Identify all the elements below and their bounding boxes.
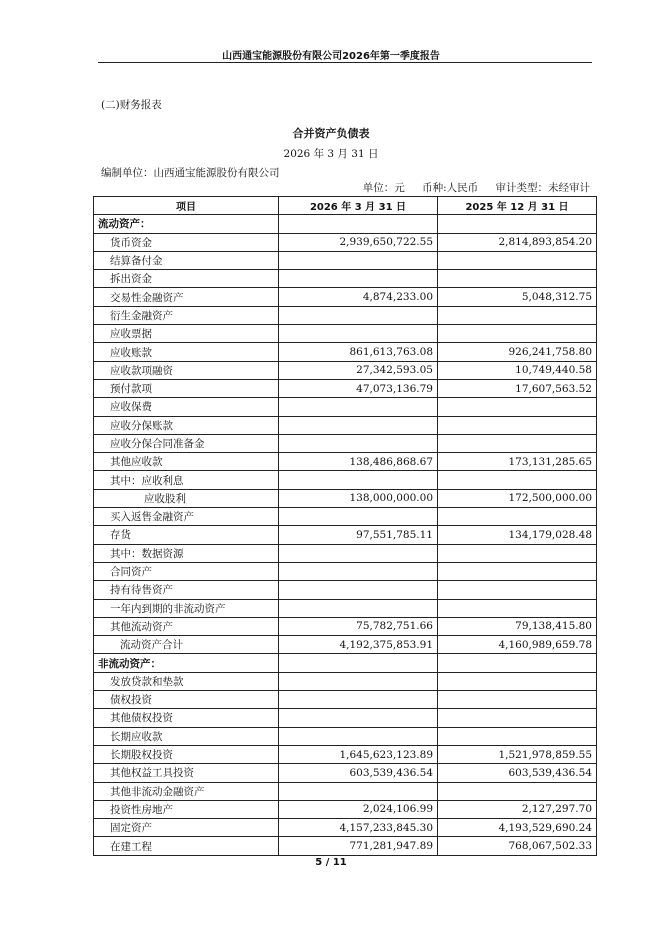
row-label: 应收分保合同准备金 <box>94 434 279 452</box>
table-row <box>94 819 597 837</box>
value-current <box>279 782 438 800</box>
table-row <box>94 837 597 855</box>
value-prior: 2,814,893,854.20 <box>438 233 597 251</box>
row-label: 应收款项融资 <box>94 361 279 379</box>
table-row <box>94 526 597 544</box>
table-header-row <box>94 197 597 215</box>
table-row <box>94 288 597 306</box>
report-date: 2026 年 3 月 31 日 <box>283 148 379 160</box>
table-body <box>94 215 597 855</box>
audit-label: 审计类型：未经审计 <box>495 182 590 194</box>
table-row <box>94 343 597 361</box>
row-label: 合同资产 <box>94 562 279 580</box>
value-prior <box>438 306 597 324</box>
column-header-item: 项目 <box>94 197 279 215</box>
value-current <box>279 691 438 709</box>
row-label: 长期股权投资 <box>94 745 279 763</box>
value-prior: 173,131,285.65 <box>438 453 597 471</box>
row-label: 其他应收款 <box>94 453 279 471</box>
value-current <box>279 416 438 434</box>
value-prior <box>438 544 597 562</box>
value-prior <box>438 434 597 452</box>
row-label: 其他权益工具投资 <box>94 764 279 782</box>
table-row <box>94 434 597 452</box>
row-label: 发放贷款和垫款 <box>94 672 279 690</box>
value-prior <box>438 270 597 288</box>
report-title: 合并资产负债表 <box>292 127 370 140</box>
table-row <box>94 453 597 471</box>
row-label: 长期应收款 <box>94 727 279 745</box>
value-current: 4,874,233.00 <box>279 288 438 306</box>
value-current <box>279 251 438 269</box>
table-row <box>94 709 597 727</box>
value-current: 97,551,785.11 <box>279 526 438 544</box>
value-prior <box>438 215 597 233</box>
value-current: 138,486,868.67 <box>279 453 438 471</box>
table-row <box>94 782 597 800</box>
value-current <box>279 215 438 233</box>
value-current <box>279 562 438 580</box>
balance-sheet-table <box>93 196 597 856</box>
table-row <box>94 416 597 434</box>
value-current <box>279 398 438 416</box>
row-label: 其他流动资产 <box>94 617 279 635</box>
value-current: 47,073,136.79 <box>279 379 438 397</box>
table-row <box>94 599 597 617</box>
value-prior: 172,500,000.00 <box>438 489 597 507</box>
value-prior: 10,749,440.58 <box>438 361 597 379</box>
value-prior: 1,521,978,859.55 <box>438 745 597 763</box>
value-current: 4,157,233,845.30 <box>279 819 438 837</box>
row-label: 其中：应收利息 <box>94 471 279 489</box>
row-label: 一年内到期的非流动资产 <box>94 599 279 617</box>
table-row <box>94 800 597 818</box>
value-prior: 2,127,297.70 <box>438 800 597 818</box>
value-prior <box>438 508 597 526</box>
row-label: 其中：数据资源 <box>94 544 279 562</box>
value-current <box>279 325 438 343</box>
table-row <box>94 379 597 397</box>
value-prior: 134,179,028.48 <box>438 526 597 544</box>
row-label: 结算备付金 <box>94 251 279 269</box>
value-prior: 768,067,502.33 <box>438 837 597 855</box>
value-current <box>279 727 438 745</box>
value-prior <box>438 251 597 269</box>
row-label: 拆出资金 <box>94 270 279 288</box>
table-row <box>94 233 597 251</box>
table-row <box>94 691 597 709</box>
value-current: 603,539,436.54 <box>279 764 438 782</box>
value-prior: 4,193,529,690.24 <box>438 819 597 837</box>
row-label: 存货 <box>94 526 279 544</box>
row-label: 债权投资 <box>94 691 279 709</box>
value-prior <box>438 471 597 489</box>
table-row <box>94 617 597 635</box>
value-prior <box>438 782 597 800</box>
value-prior: 17,607,563.52 <box>438 379 597 397</box>
row-label: 应收票据 <box>94 325 279 343</box>
value-prior: 5,048,312.75 <box>438 288 597 306</box>
table-row <box>94 764 597 782</box>
row-label: 非流动资产： <box>94 654 279 672</box>
value-current: 1,645,623,123.89 <box>279 745 438 763</box>
value-current <box>279 434 438 452</box>
value-current: 2,024,106.99 <box>279 800 438 818</box>
table-row <box>94 562 597 580</box>
value-prior <box>438 727 597 745</box>
table-row <box>94 654 597 672</box>
row-label: 交易性金融资产 <box>94 288 279 306</box>
value-current <box>279 709 438 727</box>
value-current <box>279 471 438 489</box>
value-prior: 926,241,758.80 <box>438 343 597 361</box>
value-prior <box>438 672 597 690</box>
page-header: 山西通宝能源股份有限公司2026年第一季度报告 <box>222 51 440 62</box>
value-prior <box>438 562 597 580</box>
table-row <box>94 745 597 763</box>
row-label: 持有待售资产 <box>94 581 279 599</box>
table-row <box>94 361 597 379</box>
value-prior <box>438 581 597 599</box>
table-row <box>94 672 597 690</box>
row-label: 应收分保账款 <box>94 416 279 434</box>
table-row <box>94 544 597 562</box>
row-label: 投资性房地产 <box>94 800 279 818</box>
report-meta <box>349 180 590 195</box>
column-header-prior: 2025 年 12 月 31 日 <box>438 197 597 215</box>
row-label: 其他非流动金融资产 <box>94 782 279 800</box>
row-label: 应收股利 <box>94 489 279 507</box>
row-label: 买入返售金融资产 <box>94 508 279 526</box>
compiler-label: 编制单位：山西通宝能源股份有限公司 <box>101 167 280 179</box>
value-current: 861,613,763.08 <box>279 343 438 361</box>
row-label: 流动资产合计 <box>94 636 279 654</box>
value-prior <box>438 599 597 617</box>
table-row <box>94 215 597 233</box>
value-current: 2,939,650,722.55 <box>279 233 438 251</box>
value-current <box>279 544 438 562</box>
value-current <box>279 599 438 617</box>
row-label: 预付款项 <box>94 379 279 397</box>
value-prior: 4,160,989,659.78 <box>438 636 597 654</box>
table-row <box>94 325 597 343</box>
value-current: 75,782,751.66 <box>279 617 438 635</box>
header-divider <box>98 62 592 63</box>
section-title: (二)财务报表 <box>101 99 162 111</box>
value-prior <box>438 416 597 434</box>
table-row <box>94 306 597 324</box>
row-label: 应收账款 <box>94 343 279 361</box>
table-row <box>94 251 597 269</box>
page-number: 5 / 11 <box>315 857 347 868</box>
value-current <box>279 654 438 672</box>
table-row <box>94 727 597 745</box>
value-prior <box>438 654 597 672</box>
value-prior: 603,539,436.54 <box>438 764 597 782</box>
currency-label: 币种:人民币 <box>422 182 479 194</box>
row-label: 货币资金 <box>94 233 279 251</box>
value-prior <box>438 398 597 416</box>
value-prior <box>438 325 597 343</box>
row-label: 固定资产 <box>94 819 279 837</box>
table-row <box>94 489 597 507</box>
value-current <box>279 270 438 288</box>
value-current: 138,000,000.00 <box>279 489 438 507</box>
value-current <box>279 672 438 690</box>
row-label: 应收保费 <box>94 398 279 416</box>
table-row <box>94 398 597 416</box>
value-current <box>279 508 438 526</box>
table-row <box>94 270 597 288</box>
table-row <box>94 636 597 654</box>
value-prior <box>438 709 597 727</box>
row-label: 衍生金融资产 <box>94 306 279 324</box>
value-current: 4,192,375,853.91 <box>279 636 438 654</box>
table-row <box>94 581 597 599</box>
row-label: 其他债权投资 <box>94 709 279 727</box>
value-current <box>279 306 438 324</box>
value-prior <box>438 691 597 709</box>
row-label: 流动资产： <box>94 215 279 233</box>
table-row <box>94 471 597 489</box>
value-prior: 79,138,415.80 <box>438 617 597 635</box>
table-row <box>94 508 597 526</box>
value-current: 771,281,947.89 <box>279 837 438 855</box>
unit-label: 单位：元 <box>362 182 405 194</box>
row-label: 在建工程 <box>94 837 279 855</box>
value-current <box>279 581 438 599</box>
column-header-current: 2026 年 3 月 31 日 <box>279 197 438 215</box>
value-current: 27,342,593.05 <box>279 361 438 379</box>
